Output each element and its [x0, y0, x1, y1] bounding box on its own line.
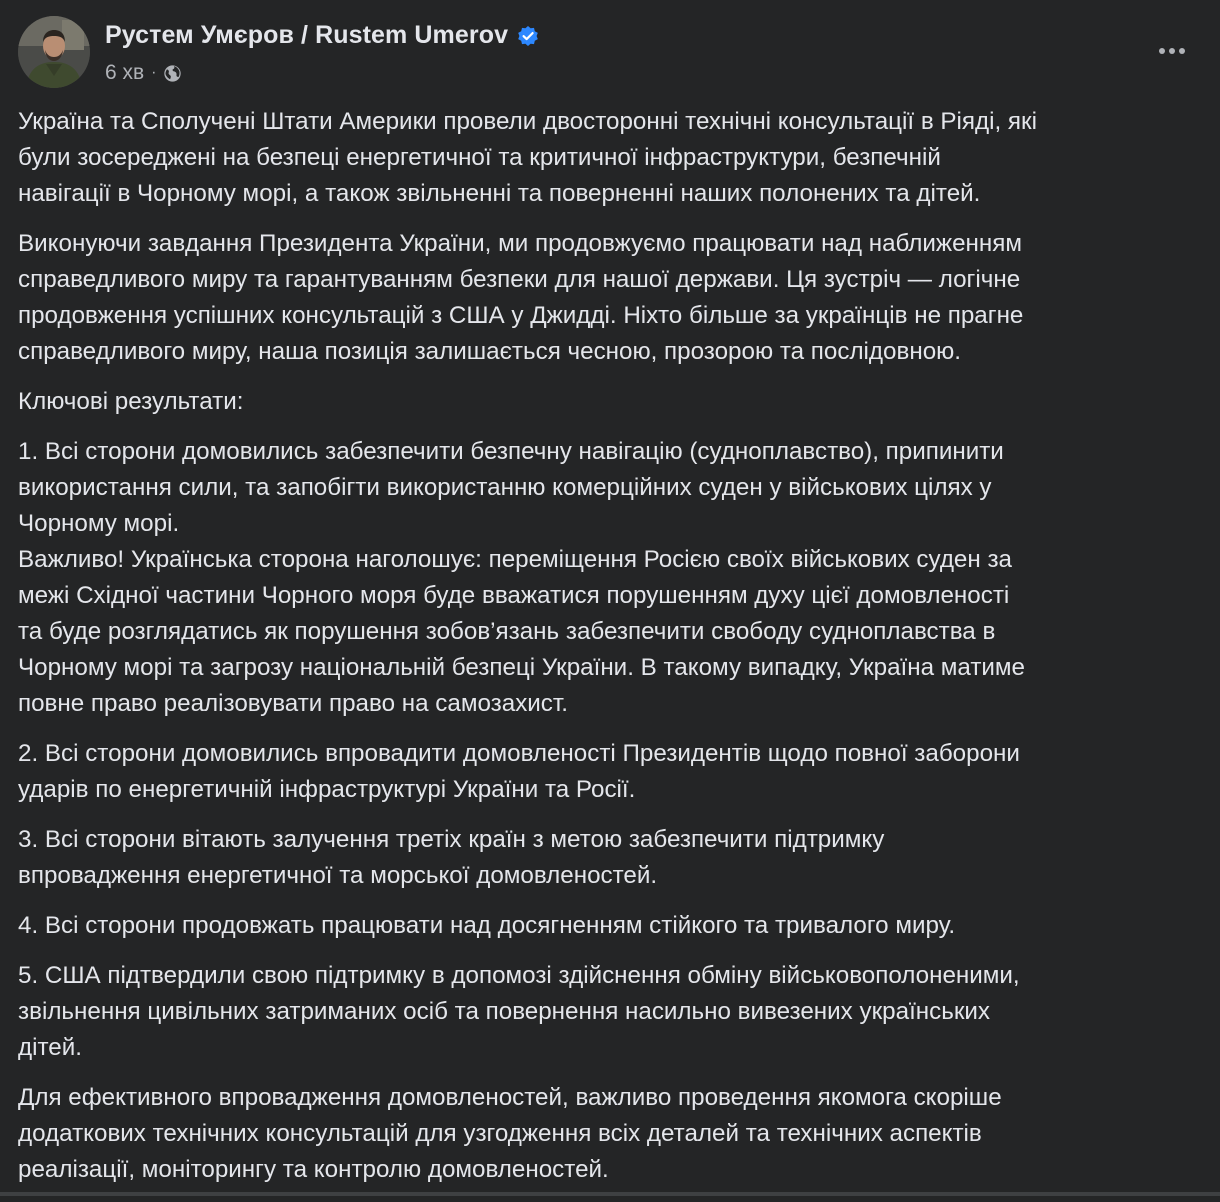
post-text-line: 5. США підтвердили свою підтримку в допомозі здійснення обміну військовополоненими,: [18, 962, 1020, 989]
post-text-line: реалізації, моніторингу та контролю домовленостей.: [18, 1156, 609, 1183]
post-paragraph: [18, 384, 1208, 420]
post-text-line: були зосереджені на безпеці енергетичної та критичної інфраструктури, безпечній: [18, 144, 941, 171]
post-paragraph: [18, 736, 1208, 808]
post-text-line: Для ефективного впровадження домовленостей, важливо проведення якомога скоріше: [18, 1084, 1002, 1111]
post-text-line: навігації в Чорному морі, а також звільненні та поверненні наших полонених та дітей.: [18, 180, 981, 207]
post-text-line: справедливого миру та гарантуванням безпеки для нашої держави. Ця зустріч — логічне: [18, 266, 1021, 293]
post-header: [18, 14, 1202, 94]
post-timestamp[interactable]: 6 хв: [105, 61, 145, 84]
more-options-icon[interactable]: [1150, 36, 1194, 66]
post-text-line: Виконуючи завдання Президента України, ми продовжуємо працювати над наближенням: [18, 230, 1022, 257]
post-text-line: Чорному морі.: [18, 510, 180, 537]
post-paragraph: [18, 822, 1208, 894]
post-text-line: повне право реалізовувати право на самозахист.: [18, 690, 569, 717]
post-paragraph: [18, 434, 1208, 722]
author-avatar[interactable]: [18, 16, 90, 88]
post-text-line: ударів по енергетичній інфраструктурі України та Росії.: [18, 776, 636, 803]
post-text-line: дітей.: [18, 1034, 82, 1061]
post-text-line: продовження успішних консультацій з США у Джидді. Ніхто більше за українців не прагне: [18, 302, 1024, 329]
post-text-line: Чорному морі та загрозу національній безпеці України. В такому випадку, Україна матиме: [18, 654, 1025, 681]
post-paragraph: [18, 958, 1208, 1066]
author-name[interactable]: Рустем Умєров / Rustem Umerov: [105, 21, 509, 49]
post-text-line: Україна та Сполучені Штати Америки провели двосторонні технічні консультації в Ріяді, які: [18, 108, 1037, 135]
author-line: [105, 21, 539, 50]
post-text-line: справедливого миру, наша позиція залишається чесною, прозорою та послідовною.: [18, 338, 962, 365]
post-text-line: впровадження енергетичної та морської домовленостей.: [18, 862, 658, 889]
post-meta: [105, 61, 182, 85]
post-text-line: 1. Всі сторони домовились забезпечити безпечну навігацію (судноплавство), припинити: [18, 438, 1004, 465]
post-text-line: межі Східної частини Чорного моря буде вважатися порушенням духу цієї домовленості: [18, 582, 1010, 609]
post-text-line: 2. Всі сторони домовились впровадити домовленості Президентів щодо повної заборони: [18, 740, 1020, 767]
globe-icon[interactable]: [163, 64, 182, 83]
post-text-line: Ключові результати:: [18, 388, 244, 415]
post-text-line: звільнення цивільних затриманих осіб та повернення насильно вивезених українських: [18, 998, 991, 1025]
post-text-line: та буде розглядатись як порушення зобов’язань забезпечити свободу судноплавства в: [18, 618, 996, 645]
post-text-line: Важливо! Українська сторона наголошує: переміщення Росією своїх військових суден за: [18, 546, 1013, 573]
post-text-line: додаткових технічних консультацій для узгодження всіх деталей та технічних аспектів: [18, 1120, 982, 1147]
verified-badge-icon[interactable]: [517, 25, 539, 47]
post-paragraph: [18, 908, 1208, 944]
more-dot: [1159, 48, 1165, 54]
meta-separator: ·: [151, 64, 157, 81]
post-text: [18, 104, 1208, 1202]
post-paragraph: [18, 104, 1208, 212]
post-text-line: використання сили, та запобігти використанню комерційних суден у військових цілях у: [18, 474, 992, 501]
post-paragraph: [18, 226, 1208, 370]
post-text-line: 4. Всі сторони продовжать працювати над досягненням стійкого та тривалого миру.: [18, 912, 956, 939]
post-text-line: 3. Всі сторони вітають залучення третіх країн з метою забезпечити підтримку: [18, 826, 885, 853]
more-dot: [1169, 48, 1175, 54]
post-divider: [0, 1192, 1220, 1196]
more-dot: [1179, 48, 1185, 54]
post-paragraph: [18, 1080, 1208, 1188]
